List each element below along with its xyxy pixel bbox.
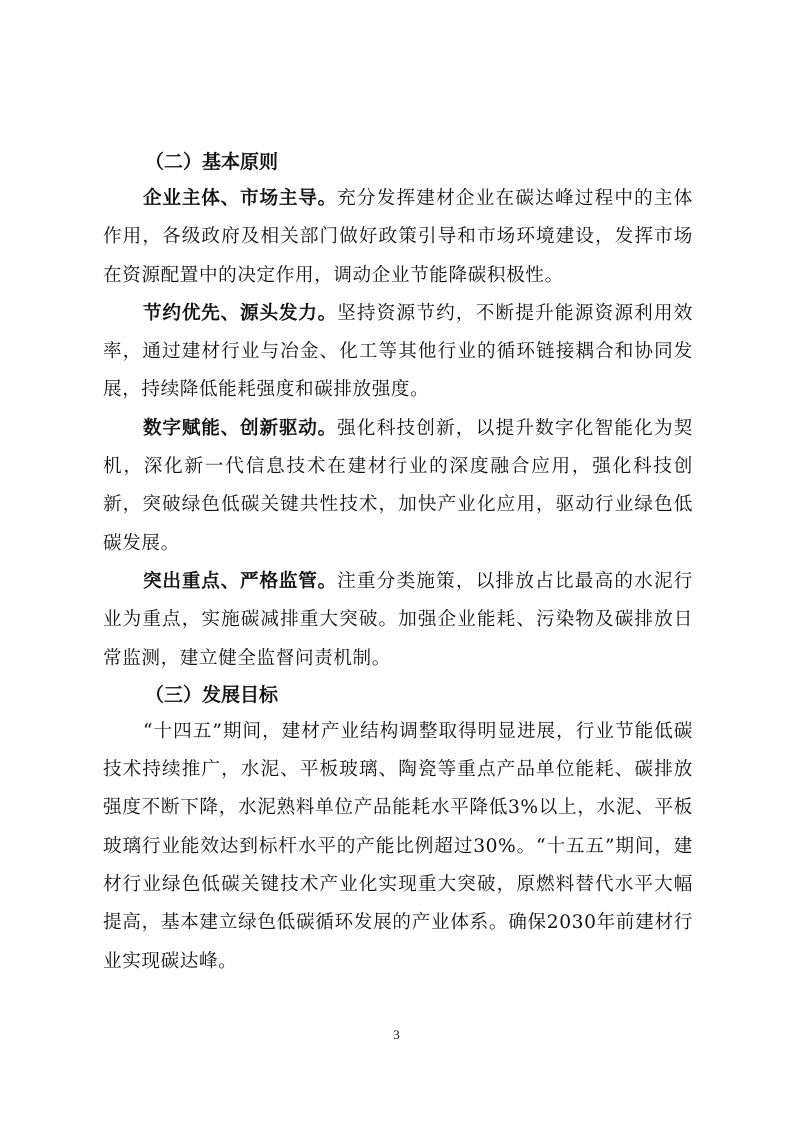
page-body — [103, 145, 693, 981]
paragraph-lead: 企业主体、市场主导。 — [143, 188, 338, 209]
paragraph-lead: 数字赋能、创新驱动。 — [143, 417, 338, 439]
paragraph-development-goals — [103, 713, 693, 981]
paragraph-conservation-source — [103, 295, 693, 410]
paragraph-digital-innovation — [103, 410, 693, 563]
paragraph-lead: 节约优先、源头发力。 — [143, 302, 338, 324]
paragraph-lead: 突出重点、严格监管。 — [143, 570, 338, 592]
page-number: 3 — [393, 1027, 400, 1042]
paragraph-text: “十四五”期间，建材产业结构调整取得明显进展，行业节能低碳技术持续推广，水泥、平板玻璃、陶瓷等重点产品单位能耗、碳排放强度不断下降，水泥熟料单位产品能耗水平降低3%以上，水泥、平板玻璃行业能效达到标杆水平的产能比例超过30%。“十五五”期间，建材行业绿色低碳关键技术产业化实现重大突破，原燃料替代水平大幅提高，基本建立绿色低碳循环发展的产业体系。确保2030年前建材行业实现碳达峰。 — [103, 720, 693, 972]
section-heading-basic-principles: （二）基本原则 — [145, 151, 279, 173]
paragraph-text: 充分发挥建材企业在碳达峰过程中的主体作用，各级政府及相关部门做好政策引导和市场环境建设，发挥市场在资源配置中的决定作用，调动企业节能降碳积极性。 — [103, 188, 693, 286]
paragraph-text: 坚持资源节约，不断提升能源资源利用效率，通过建材行业与冶金、化工等其他行业的循环链接耦合和协同发展，持续降低能耗强度和碳排放强度。 — [103, 302, 693, 401]
paragraph-focus-supervision — [103, 563, 693, 678]
paragraph-enterprise-market — [103, 180, 693, 295]
section-heading-development-goals: （三）发展目标 — [145, 683, 279, 706]
paragraph-text: 强化科技创新，以提升数字化智能化为契机，深化新一代信息技术在建材行业的深度融合应用，强化科技创新，突破绿色低碳关键共性技术，加快产业化应用，驱动行业绿色低碳发展。 — [103, 417, 693, 554]
paragraph-text: 注重分类施策，以排放占比最高的水泥行业为重点，实施碳减排重大突破。加强企业能耗、污染物及碳排放日常监测，建立健全监督问责机制。 — [103, 570, 693, 669]
